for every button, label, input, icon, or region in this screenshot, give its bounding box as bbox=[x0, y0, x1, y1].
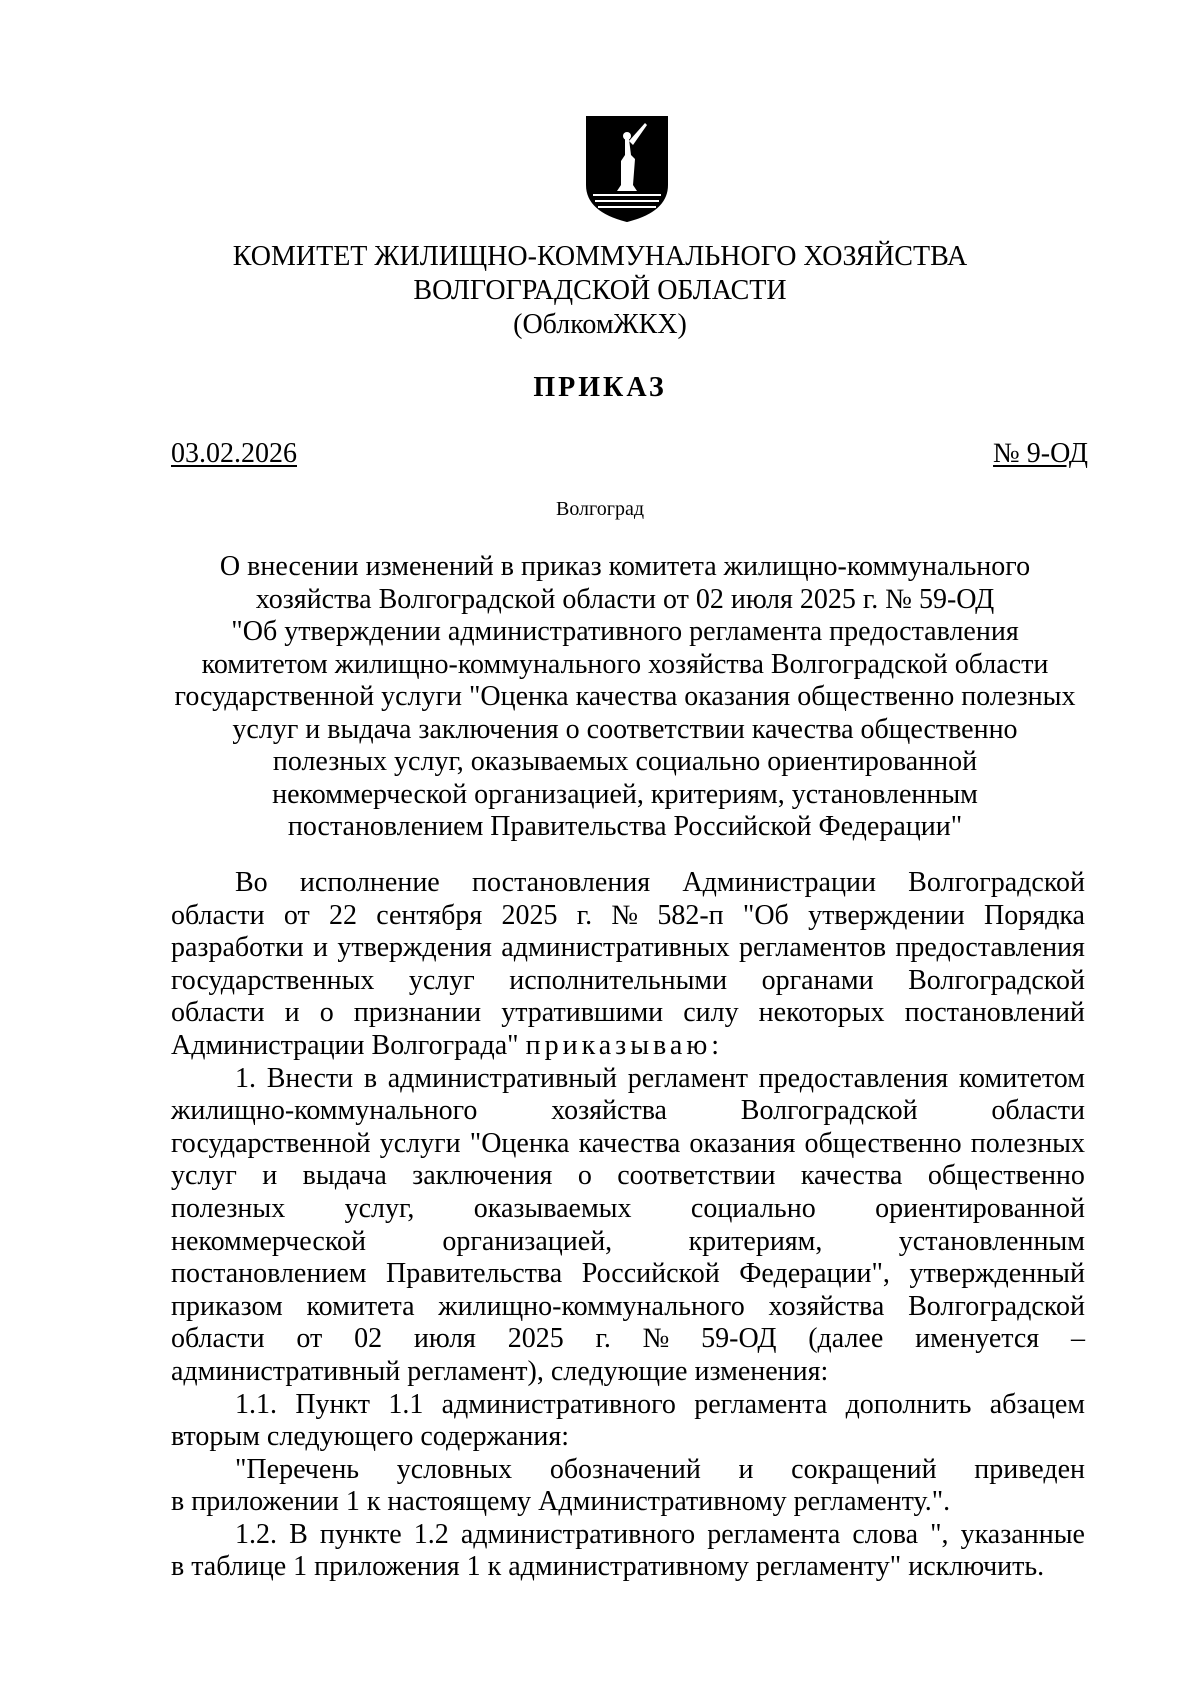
word: административного bbox=[441, 1388, 676, 1420]
word: г. bbox=[595, 1323, 611, 1355]
word: постановления bbox=[471, 867, 651, 898]
word: 582-п bbox=[657, 899, 724, 931]
word: услуг, bbox=[344, 1192, 415, 1224]
word: полезных bbox=[171, 1192, 286, 1224]
word: социально bbox=[690, 1192, 816, 1224]
word: постановлений bbox=[904, 997, 1085, 1029]
word: июля bbox=[413, 1323, 476, 1355]
word: комитетом bbox=[958, 1062, 1085, 1094]
justified-line bbox=[171, 1323, 1085, 1356]
paragraph-quote bbox=[171, 1454, 1085, 1487]
word: № bbox=[611, 899, 639, 931]
word: В bbox=[289, 1518, 308, 1550]
word: 22 bbox=[328, 899, 357, 931]
justified-line bbox=[171, 965, 1085, 998]
word: 2025 bbox=[501, 899, 558, 931]
word: организацией, bbox=[442, 1225, 613, 1257]
word: общественно bbox=[927, 1160, 1085, 1192]
preamble-last-text: Администрации Волгограда" bbox=[171, 1029, 519, 1061]
word: Волгоградской bbox=[908, 964, 1085, 996]
word: государственных bbox=[171, 964, 375, 996]
justified-line bbox=[171, 997, 1085, 1030]
word: и bbox=[312, 932, 328, 964]
word: оказываемых bbox=[473, 1192, 632, 1224]
word: постановлением bbox=[171, 1258, 367, 1290]
justified-line bbox=[171, 1128, 1085, 1161]
word: условных bbox=[396, 1453, 513, 1485]
word: оказания bbox=[689, 1127, 796, 1159]
word: сокращений bbox=[791, 1453, 937, 1485]
justified-line bbox=[171, 900, 1085, 933]
word: "Оценка bbox=[469, 1127, 570, 1159]
word: приведен bbox=[974, 1453, 1085, 1485]
item-1-2-last-line: в таблице 1 приложения 1 к административному регламенту" исключить. bbox=[171, 1551, 1045, 1583]
word: заключения bbox=[412, 1160, 553, 1192]
document-type: ПРИКАЗ bbox=[533, 372, 667, 403]
quote-last-line: в приложении 1 к настоящему Административному регламенту.". bbox=[171, 1486, 951, 1518]
word: установленным bbox=[898, 1225, 1085, 1257]
word: (далее bbox=[808, 1323, 884, 1355]
word: "Перечень bbox=[235, 1453, 360, 1485]
word: соответствии bbox=[617, 1160, 776, 1192]
word: предоставления bbox=[758, 1062, 949, 1094]
org-abbreviation: (ОблкомЖКХ) bbox=[513, 309, 687, 340]
word: 1.1 bbox=[388, 1388, 424, 1420]
paragraph-item-1 bbox=[171, 1063, 1085, 1356]
word: области bbox=[171, 997, 265, 1029]
subject-line: государственной услуги "Оценка качества оказания общественно полезных bbox=[174, 681, 1076, 712]
word: хозяйства bbox=[551, 1095, 667, 1127]
document-subject bbox=[160, 551, 1090, 844]
word: качества bbox=[578, 1127, 681, 1159]
paragraph-item-1-2 bbox=[171, 1519, 1085, 1552]
word: предоставления bbox=[895, 932, 1085, 964]
word: Порядка bbox=[984, 899, 1085, 931]
item-1-1-last-line: вторым следующего содержания: bbox=[171, 1421, 570, 1453]
word: ориентированной bbox=[875, 1192, 1085, 1224]
word: о bbox=[319, 997, 334, 1029]
justified-line bbox=[171, 1226, 1085, 1259]
word: Российской bbox=[581, 1258, 720, 1290]
justified-line bbox=[171, 1454, 1085, 1487]
command-word: приказываю: bbox=[525, 1029, 724, 1061]
word: органами bbox=[761, 964, 874, 996]
word: абзацем bbox=[989, 1388, 1085, 1420]
word: 02 bbox=[354, 1323, 383, 1355]
subject-line: "Об утверждении административного регламента предоставления bbox=[231, 616, 1019, 647]
justified-line bbox=[171, 1389, 1085, 1422]
word: административных bbox=[501, 932, 730, 964]
word: – bbox=[1070, 1323, 1085, 1355]
word: услуги bbox=[379, 1127, 461, 1159]
word: ", bbox=[930, 1518, 949, 1550]
word: сентября bbox=[376, 899, 483, 931]
item-1-last-line: административный регламент), следующие изменения: bbox=[171, 1355, 829, 1387]
subject-line: комитетом жилищно-коммунального хозяйства Волгоградской области bbox=[201, 648, 1049, 680]
word: слова bbox=[852, 1518, 919, 1550]
justified-line bbox=[171, 1095, 1085, 1128]
word: от bbox=[296, 1323, 323, 1355]
word: административного bbox=[460, 1518, 696, 1550]
document-date: 03.02.2026 bbox=[171, 438, 297, 469]
word: некоммерческой bbox=[171, 1225, 367, 1257]
word: Федерации", bbox=[739, 1258, 890, 1290]
word: качества bbox=[800, 1160, 903, 1192]
justified-line bbox=[171, 1519, 1085, 1552]
word: именуется bbox=[915, 1323, 1040, 1355]
document-number: № 9-ОД bbox=[993, 438, 1088, 469]
word: Во bbox=[235, 867, 268, 898]
volgograd-coat-of-arms-icon bbox=[585, 115, 669, 223]
word: от bbox=[283, 899, 310, 931]
word: регламент bbox=[627, 1062, 748, 1094]
subject-line: хозяйства Волгоградской области от 02 июля 2025 г. № 59-ОД bbox=[255, 583, 995, 615]
subject-line: постановлением Правительства Российской Федерации" bbox=[287, 811, 963, 842]
justified-line bbox=[171, 867, 1085, 900]
word: 2025 bbox=[507, 1323, 564, 1355]
word: исполнительными bbox=[509, 964, 728, 996]
word: государственной bbox=[171, 1127, 371, 1159]
word: Волгоградской bbox=[740, 1095, 918, 1127]
word: критериям, bbox=[688, 1225, 823, 1257]
word: Волгоградской bbox=[908, 1290, 1085, 1322]
word: о bbox=[577, 1160, 592, 1192]
word: "Об bbox=[742, 899, 789, 931]
word: административный bbox=[387, 1062, 618, 1094]
subject-line: услуг и выдача заключения о соответствии качества общественно bbox=[232, 713, 1018, 745]
word: 1.1. bbox=[235, 1388, 277, 1420]
preamble-last-line bbox=[171, 1030, 1085, 1063]
justified-line bbox=[171, 1063, 1085, 1096]
justified-line bbox=[171, 1193, 1085, 1226]
word: указанные bbox=[960, 1518, 1085, 1550]
word: общественно bbox=[804, 1127, 962, 1159]
word: силу bbox=[683, 997, 739, 1029]
word: хозяйства bbox=[768, 1290, 885, 1322]
word: Правительства bbox=[386, 1258, 563, 1290]
word: дополнить bbox=[845, 1388, 972, 1420]
subject-line: О внесении изменений в приказ комитета жилищно-коммунального bbox=[219, 551, 1031, 582]
word: комитета bbox=[306, 1290, 415, 1322]
word: некоторых bbox=[758, 997, 885, 1029]
word: Администрации bbox=[682, 867, 876, 898]
word: 1.2. bbox=[235, 1518, 277, 1550]
paragraph-preamble bbox=[171, 867, 1085, 1030]
word: выдача bbox=[302, 1160, 387, 1192]
word: в bbox=[363, 1062, 378, 1094]
word: регламента bbox=[707, 1518, 841, 1550]
word: утверждении bbox=[808, 899, 965, 931]
document-body bbox=[171, 867, 1085, 1584]
word: разработки bbox=[171, 932, 304, 964]
word: 1. bbox=[235, 1062, 256, 1094]
word: Пункт bbox=[295, 1388, 370, 1420]
word: и bbox=[284, 997, 300, 1029]
document-city: Волгоград bbox=[555, 498, 645, 520]
word: 59-ОД bbox=[701, 1323, 777, 1355]
word: исполнение bbox=[299, 867, 440, 898]
word: Волгоградской bbox=[908, 867, 1085, 898]
word: услуг bbox=[408, 964, 475, 996]
word: жилищно-коммунального bbox=[171, 1095, 478, 1127]
word: № bbox=[642, 1323, 670, 1355]
word: обозначений bbox=[549, 1453, 701, 1485]
word: признании bbox=[353, 997, 482, 1029]
subject-line: полезных услуг, оказываемых социально ориентированной bbox=[272, 746, 978, 777]
org-name-line-1: КОМИТЕТ ЖИЛИЩНО-КОММУНАЛЬНОГО ХОЗЯЙСТВА bbox=[232, 241, 968, 272]
word: жилищно-коммунального bbox=[438, 1290, 745, 1322]
word: услуг bbox=[171, 1160, 237, 1192]
word: области bbox=[171, 899, 265, 931]
word: регламента bbox=[694, 1388, 828, 1420]
justified-line bbox=[171, 932, 1085, 965]
justified-line bbox=[171, 1160, 1085, 1193]
word: утратившими bbox=[501, 997, 664, 1029]
word: полезных bbox=[970, 1127, 1085, 1159]
word: пункте bbox=[319, 1518, 402, 1550]
word: и bbox=[262, 1160, 278, 1192]
word: г. bbox=[576, 899, 593, 931]
word: регламентов bbox=[738, 932, 887, 964]
word: области bbox=[991, 1095, 1085, 1127]
word: утвержденный bbox=[909, 1258, 1085, 1290]
word: утверждения bbox=[337, 932, 492, 964]
subject-line: некоммерческой организацией, критериям, установленным bbox=[272, 778, 978, 810]
org-name-line-2: ВОЛГОГРАДСКОЙ ОБЛАСТИ bbox=[413, 275, 787, 306]
justified-line bbox=[171, 1258, 1085, 1291]
word: Внести bbox=[266, 1062, 354, 1094]
justified-line bbox=[171, 1291, 1085, 1324]
word: приказом bbox=[171, 1290, 283, 1322]
word: области bbox=[171, 1323, 265, 1355]
paragraph-item-1-1 bbox=[171, 1389, 1085, 1422]
word: и bbox=[738, 1453, 754, 1485]
word: 1.2 bbox=[413, 1518, 449, 1550]
